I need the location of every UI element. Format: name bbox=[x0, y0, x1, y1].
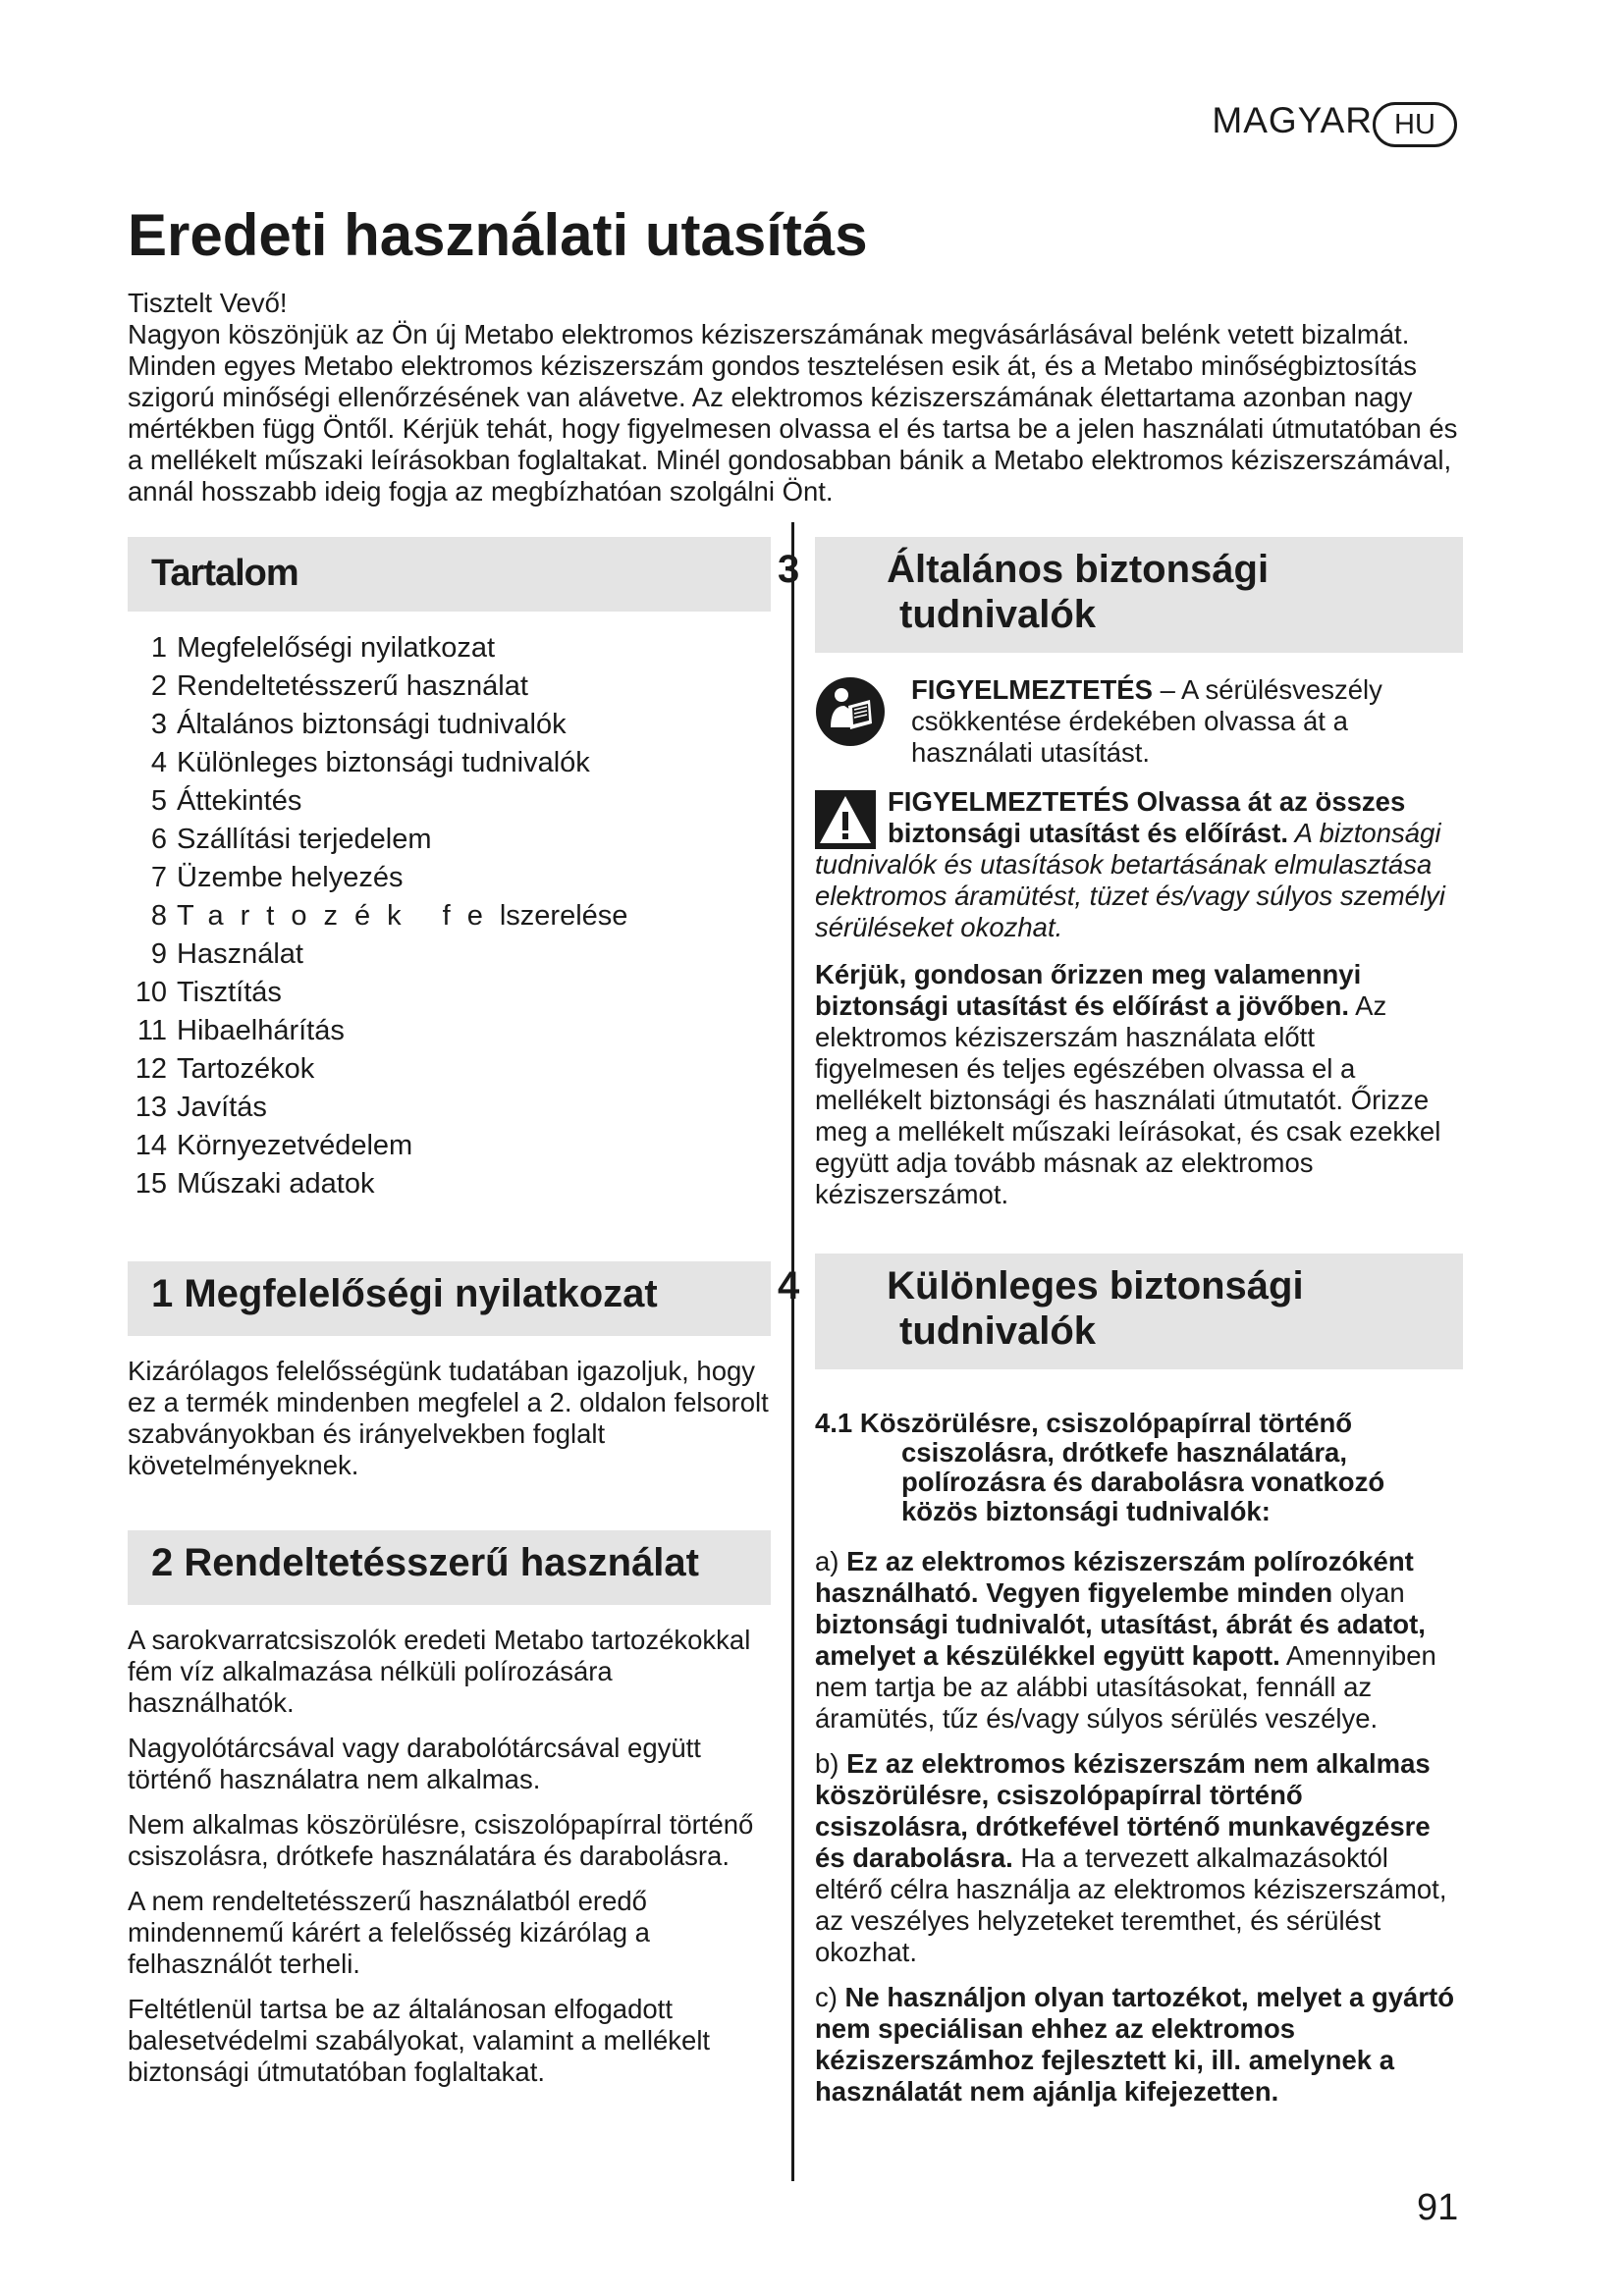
page-number: 91 bbox=[1417, 2187, 1459, 2228]
warning-triangle-icon bbox=[815, 790, 876, 849]
section-3-heading: 3 Általános biztonsági tudnivalók bbox=[778, 548, 1270, 636]
page-title: Eredeti használati utasítás bbox=[128, 202, 868, 268]
toc-item: 9 Használat bbox=[150, 938, 303, 970]
toc-item: 1 Megfelelőségi nyilatkozat bbox=[150, 632, 496, 664]
section-2-paragraph: Nagyolótárcsával vagy darabolótárcsával együtt történő használatra nem alkalmas. bbox=[128, 1733, 701, 1794]
language-badge: HU bbox=[1373, 102, 1457, 147]
intro bbox=[128, 288, 1463, 507]
intro-greeting: Tisztelt Vevő! bbox=[128, 288, 288, 318]
read-manual-text: FIGYELMEZTETÉS – A sérülésveszély csökkentése érdekében olvassa át a használati utasítást. bbox=[911, 674, 1382, 768]
section-2-paragraph: Feltétlenül tartsa be az általánosan elfogadott balesetvédelmi szabályokat, valamint a mellékelt biztonsági útmutatóban foglaltakat. bbox=[128, 1994, 711, 2087]
section-1-heading: 1 Megfelelőségi nyilatkozat bbox=[151, 1272, 658, 1315]
toc-item: 3 Általános biztonsági tudnivalók bbox=[150, 709, 567, 740]
toc-item: 6 Szállítási terjedelem bbox=[150, 824, 432, 855]
toc-section bbox=[128, 537, 771, 1203]
toc-item: 10 Tisztítás bbox=[135, 977, 282, 1008]
toc-item: 15 Műszaki adatok bbox=[135, 1168, 375, 1200]
safety-item-a: a) Ez az elektromos kéziszerszám polírozóként használható. Vegyen figyelembe minden olyan biztonsági tudnivalót, utasítást, ábrát és adatot, amelyet a készülékkel együtt kapott. Amennyiben nem tartja be az alábbi utasításokat, fennáll az áramütés, tűz és/vagy súlyos sérülés veszélye. bbox=[815, 1546, 1436, 1734]
keep-instructions: Kérjük, gondosan őrizzen meg valamennyi biztonsági utasítást és előírást a jövőben. Az elektromos kéziszerszám használata előtt figyelmesen és teljes egészében olvassa el a mellékelt biztonsági és használati útmutatót. Őrizze meg a mellékelt műszaki leírásokat, és csak ezekkel együtt adja tovább másnak az elektromos kéziszerszámot. bbox=[815, 959, 1441, 1209]
section-3 bbox=[778, 537, 1463, 1224]
toc-item: 2 Rendeltetésszerű használat bbox=[150, 670, 528, 702]
section-4-heading: 4 Különleges biztonsági tudnivalók bbox=[778, 1264, 1304, 1353]
column-divider bbox=[791, 522, 794, 2181]
section-2-paragraph: Nem alkalmas köszörülésre, csiszolópapírral történő csiszolásra, drótkefe használatára és darabolásra. bbox=[128, 1809, 754, 1871]
language-label: MAGYAR bbox=[1212, 100, 1373, 140]
read-manual-icon bbox=[815, 676, 886, 747]
general-warning bbox=[815, 786, 1463, 943]
toc-item: 11 Hibaelhárítás bbox=[136, 1015, 345, 1046]
toc-item: 12 Tartozékok bbox=[135, 1053, 315, 1085]
section-1-text: Kizárólagos felelősségünk tudatában igazoljuk, hogy ez a termék mindenben megfelel a 2. oldalon felsorolt szabványokban és irányelvekben foglalt követelményeknek. bbox=[128, 1356, 769, 1480]
section-4-header bbox=[778, 1254, 1463, 1369]
section-2-header bbox=[128, 1530, 771, 1605]
section-4 bbox=[778, 1254, 1463, 2121]
general-warning-italic: A biztonsági tudnivalók és utasítások betartásának elmulasztása elektromos áramütést, tüzet és/vagy súlyos személyi sérüléseket okozhat. bbox=[815, 818, 1445, 942]
section-1 bbox=[128, 1261, 771, 1495]
toc-item: 4 Különleges biztonsági tudnivalók bbox=[150, 747, 590, 778]
safety-item-b: b) Ez az elektromos kéziszerszám nem alkalmas köszörülésre, csiszolópapírral történő csiszolásra, drótkefével történő munkavégzésre és darabolásra. Ha a tervezett alkalmazásoktól eltérő célra használja az elektromos kéziszerszámot, az veszélyes helyzeteket teremthet, és sérülést okozhat. bbox=[815, 1748, 1447, 1967]
section-2-paragraph: A nem rendeltetésszerű használatból eredő mindennemű kárért a felelősség kizárólag a felhasználót terheli. bbox=[128, 1886, 650, 1979]
section-2-heading: 2 Rendeltetésszerű használat bbox=[151, 1541, 699, 1584]
toc-header bbox=[128, 537, 771, 612]
toc-item: 13 Javítás bbox=[135, 1092, 267, 1123]
section-2 bbox=[128, 1530, 771, 2102]
toc-list bbox=[128, 629, 771, 1203]
section-4-subheading: 4.1 Köszörülésre, csiszolópapírral történő csiszolásra, drótkefe használatára, polírozásra és darabolásra vonatkozó közös biztonsági tudnivalók: bbox=[815, 1408, 1385, 1526]
safety-item-c: c) Ne használjon olyan tartozékot, melyet a gyártó nem speciálisan ehhez az elektromos kéziszerszámhoz fejlesztett ki, ill. amelynek a használatát nem ajánlja kifejezetten. bbox=[815, 1982, 1455, 2107]
toc-title: Tartalom bbox=[151, 553, 298, 594]
section-3-header bbox=[778, 537, 1463, 653]
toc-item: 7 Üzembe helyezés bbox=[150, 862, 404, 893]
general-warning-bold: FIGYELMEZTETÉS Olvassa át az összes biztonsági utasítást és előírást. bbox=[888, 786, 1406, 848]
section-2-paragraph: A sarokvarratcsiszolók eredeti Metabo tartozékokkal fém víz alkalmazása nélküli polírozására használhatók. bbox=[128, 1625, 751, 1718]
toc-item: 8 Tartozék fe lszerelése bbox=[150, 900, 628, 932]
intro-text: Nagyon köszönjük az Ön új Metabo elektromos kéziszerszámának megvásárlásával belénk vetett bizalmát. Minden egyes Metabo elektromos kéziszerszám gondos tesztelésen esik át, és a Metabo minőségbiztosítás szigorú minőségi ellenőrzésének van alávetve. Az elektromos kéziszerszámának élettartama azonban nagy mértékben függ Öntől. Kérjük tehát, hogy figyelmesen olvassa el és tartsa be a jelen használati útmutatóban és a mellékelt műszaki leírásokban foglaltakat. Minél gondosabban bánik a Metabo elektromos kéziszerszámával, annál hosszabb ideig fogja az megbízhatóan szolgálni Önt. bbox=[128, 319, 1458, 507]
section-1-header bbox=[128, 1261, 771, 1336]
toc-item: 14 Környezetvédelem bbox=[135, 1130, 413, 1161]
toc-item: 5 Áttekintés bbox=[150, 785, 302, 817]
read-manual-warning bbox=[815, 674, 1463, 769]
